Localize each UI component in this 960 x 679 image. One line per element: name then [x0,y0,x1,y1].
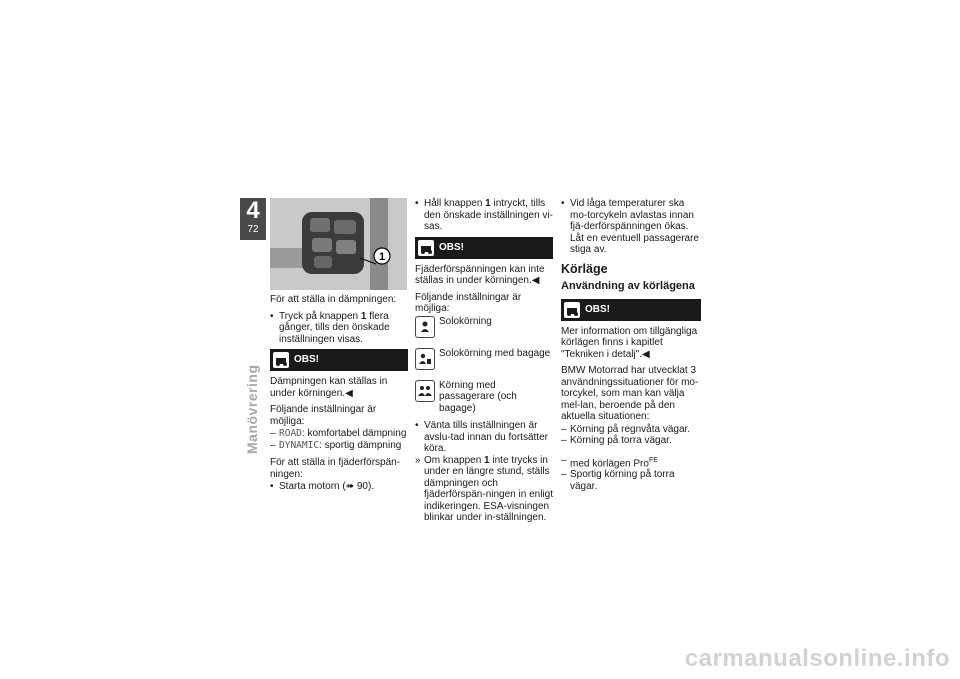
page-ref-arrow-icon: ➠ [345,481,355,492]
motorcycle-notice-icon [273,352,289,368]
step-start-engine: • Starta motorn (➠ 90). [270,481,375,492]
result-note: » Om knappen 1 inte trycks in under en längre stund, ställs dämpningen och fjäderförspän-ningen in enligt indikeringen. ESA-visningen blinkar under in-ställningen. [415,454,553,523]
mode-passenger: Körning med passagerare (och bagage) [415,380,553,415]
column-1 [270,198,408,493]
obs-label: OBS! [439,241,464,253]
mode-road: – Körning på torra vägar. [561,435,672,446]
option-road: – ROAD: komfortabel dämpning [270,428,407,439]
step-hold-button: • Håll knappen 1 intryckt, tills den önskade inställningen vi-sas. [415,198,553,232]
intro-damping: För att ställa in dämpningen: [270,294,397,305]
motorcycle-notice-icon [564,302,580,318]
section-heading: Körläge [561,261,608,276]
options-intro: Följande inställningar är möjliga: [270,404,377,427]
step-wait: • Vänta tills inställningen är avslu-tad innan du fortsätter köra. [415,420,548,454]
watermark: carmanualsonline.info [684,645,950,672]
options-intro: Följande inställningar är möjliga: [415,291,522,314]
intro-spring-preload: För att ställa in fjäderförspän-ningen: [270,457,401,480]
rider-luggage-icon [415,348,435,370]
end-marker-icon: ◀ [531,275,540,286]
obs-text: Fjäderförspänningen kan inte ställas in under körningen.◀ [415,263,545,286]
mode-solo: Solokörning [415,316,553,338]
option-dynamic: – DYNAMIC: sportig dämpning [270,439,402,451]
subsection-heading: Användning av körlägena [561,279,695,292]
motorcycle-notice-icon [418,240,434,256]
modes-paragraph: BMW Motorrad har utvecklat 3 användningssituationer för mo-torcykel, som man kan välja mel-lan, beroende på den aktuella situationen: [561,365,699,422]
end-marker-icon: ◀ [345,387,353,399]
page-number: 72 [247,224,259,235]
obs-label: OBS! [585,303,610,315]
mode-dynamic: – Sportig körning på torra vägar. [561,469,675,492]
chapter-tab [240,198,266,240]
obs-box [561,299,701,321]
handlebar-switch-illustration [270,198,407,290]
chapter-number: 4 [246,197,260,224]
rider-passenger-icon [415,380,435,402]
end-marker-icon: ◀ [642,348,650,360]
mode-rain: – Körning på regnvåta vägar. [561,423,691,435]
obs-label: OBS! [294,354,319,365]
obs-box [270,349,408,371]
solo-rider-icon [415,316,435,338]
callout-number: 1 [378,251,386,263]
mode-pro: – med körlägen Pro$^{FE}$ [561,454,658,469]
handlebar-switch-photo [270,198,407,290]
step-press-button: • Tryck på knappen 1 flera gånger, tills den önskade inställningen visas. [270,310,390,345]
column-3 [561,198,701,492]
obs-text: Dämpningen kan ställas in under körningen.◀ [270,376,388,399]
obs-box [415,237,553,259]
obs-text: Mer information om tillgängliga körlägen finns i kapitlet "Tekniken i detalj".◀ [561,325,698,360]
mode-solo-luggage: Solokörning med bagage [415,348,553,370]
step-cold-temperature: • Vid låga temperaturer ska mo-torcykeln avlastas innan fjä-derförspänningen ökas. Låt en eventuell passagerare stiga av. [561,198,699,255]
column-2 [415,198,553,524]
section-label: Manövrering [244,364,260,454]
